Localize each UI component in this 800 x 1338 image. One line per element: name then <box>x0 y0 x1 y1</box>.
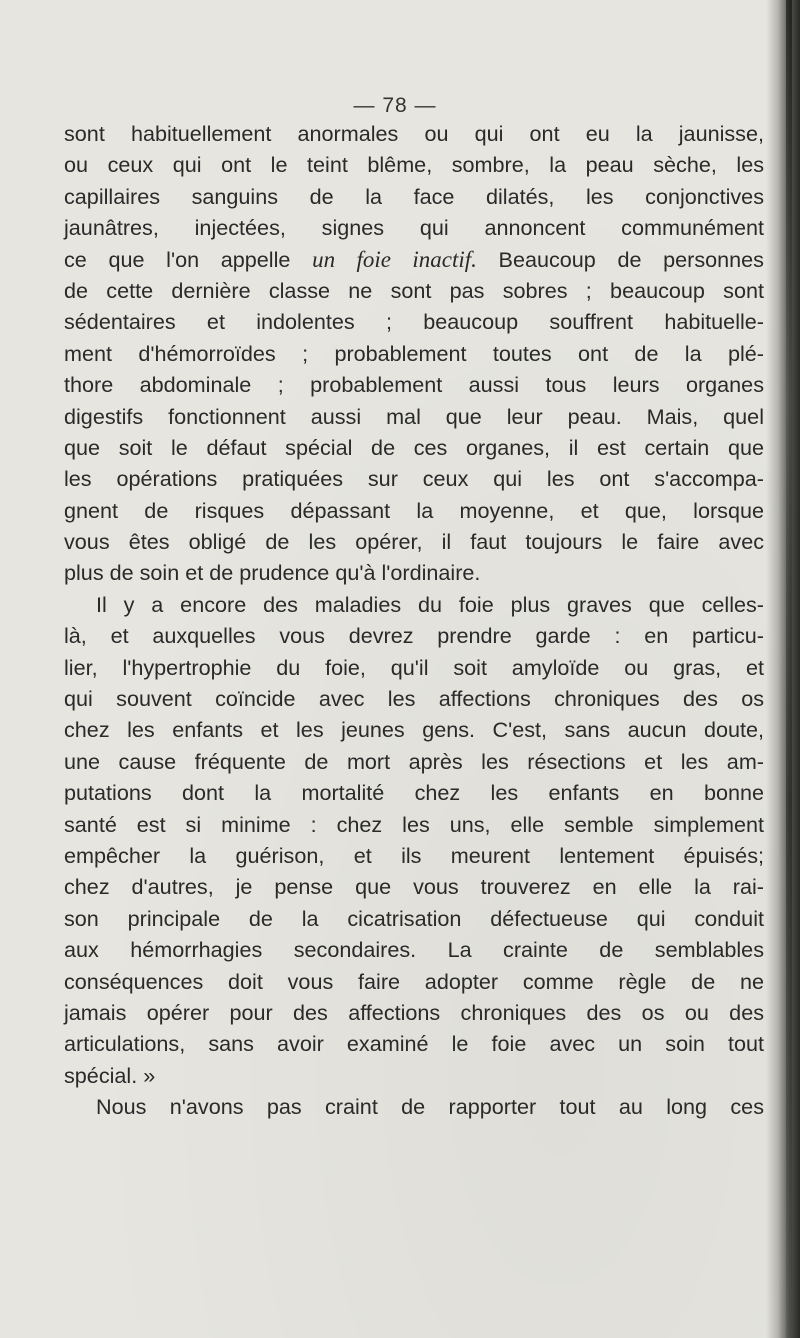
text-line: gnent de risques dépassant la moyenne, et que, lorsque <box>64 497 764 523</box>
text-line: jamais opérer pour des affections chroniques des os ou des <box>64 999 764 1025</box>
italic-phrase: un foie inactif. <box>312 246 477 272</box>
text-line: capillaires sanguins de la face dilatés, les conjonctives <box>64 183 764 209</box>
text-line: articulations, sans avoir examiné le foie avec un soin tout <box>64 1031 764 1057</box>
paragraph-start: Nous n'avons pas craint de rapporter tout au long ces <box>96 1094 764 1120</box>
text-line: sédentaires et indolentes ; beaucoup souffrent habituelle- <box>64 309 764 335</box>
page-edge-streak <box>786 0 792 1338</box>
text-line: là, et auxquelles vous devrez prendre garde : en particu- <box>64 623 764 649</box>
body-text <box>64 118 764 1123</box>
text-line: une cause fréquente de mort après les résections et les am- <box>64 748 764 774</box>
text-line: que soit le défaut spécial de ces organes, il est certain que <box>64 434 764 460</box>
text-line: aux hémorrhagies secondaires. La crainte de semblables <box>64 937 764 963</box>
paragraph-start: Il y a encore des maladies du foie plus graves que celles- <box>96 591 764 617</box>
text-line: chez d'autres, je pense que vous trouverez en elle la rai- <box>64 874 764 900</box>
text-line: conséquences doit vous faire adopter comme règle de ne <box>64 968 764 994</box>
text-segment: Beaucoup de personnes <box>476 246 764 272</box>
text-line <box>64 244 764 275</box>
text-line: santé est si minime : chez les uns, elle semble simplement <box>64 811 764 837</box>
page-number: — 78 — <box>353 94 437 117</box>
text-line: empêcher la guérison, et ils meurent lentement épuisés; <box>64 842 764 868</box>
text-line: plus de soin et de prudence qu'à l'ordinaire. <box>64 560 481 586</box>
text-line: de cette dernière classe ne sont pas sobres ; beaucoup sont <box>64 277 764 303</box>
text-line: spécial. » <box>64 1062 156 1088</box>
text-line: son principale de la cicatrisation défectueuse qui conduit <box>64 905 764 931</box>
text-segment: ce que l'on appelle <box>64 246 313 272</box>
text-line: ment d'hémorroïdes ; probablement toutes ont de la plé- <box>64 340 764 366</box>
text-line: sont habituellement anormales ou qui ont eu la jaunisse, <box>64 121 764 146</box>
page-edge-shadow <box>766 0 800 1338</box>
text-line: qui souvent coïncide avec les affections chroniques des os <box>64 686 764 712</box>
text-line: thore abdominale ; probablement aussi tous leurs organes <box>64 372 764 398</box>
text-line: digestifs fonctionnent aussi mal que leur peau. Mais, quel <box>64 403 764 429</box>
text-line: putations dont la mortalité chez les enfants en bonne <box>64 780 764 806</box>
text-line: vous êtes obligé de les opérer, il faut toujours le faire avec <box>64 529 764 555</box>
text-line: jaunâtres, injectées, signes qui annoncent communément <box>64 215 764 241</box>
text-line: ou ceux qui ont le teint blême, sombre, la peau sèche, les <box>64 152 764 178</box>
text-line: chez les enfants et les jeunes gens. C'est, sans aucun doute, <box>64 717 764 743</box>
text-line: lier, l'hypertrophie du foie, qu'il soit amyloïde ou gras, et <box>64 654 764 680</box>
text-line: les opérations pratiquées sur ceux qui les ont s'accompa- <box>64 466 764 492</box>
